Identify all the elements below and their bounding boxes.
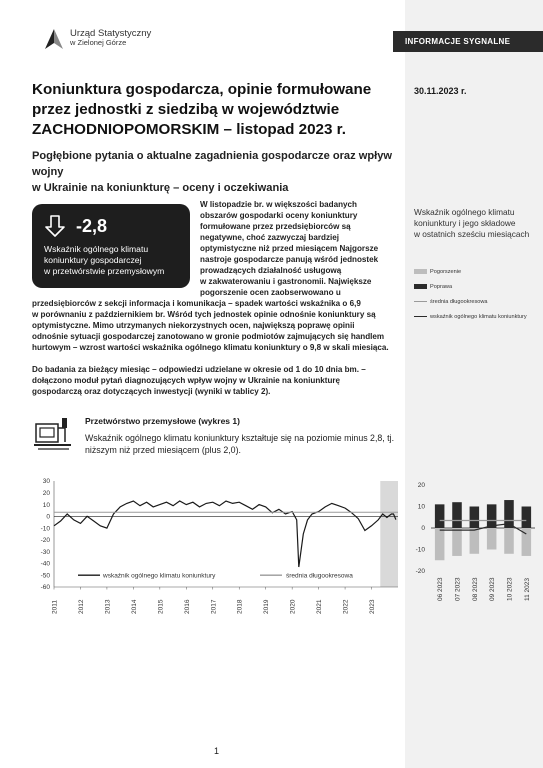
text-line: optymistyczne. Mimo utrzymanych niekorzystnych ocen, największą poprawę opinii <box>32 321 355 330</box>
survey-paragraph <box>32 364 405 397</box>
bar-pogorszenie <box>470 528 480 554</box>
subtitle-line: w Ukrainie na koniunkturę – oceny i oczekiwania <box>32 182 289 194</box>
text-line: pogorszenie ocen zaobserwowano u <box>200 288 341 297</box>
legend-swatch <box>414 269 427 274</box>
x-tick-label: 2013 <box>104 599 112 614</box>
y-tick-label: 0 <box>46 513 50 521</box>
logo-icon <box>42 27 66 51</box>
x-tick-label: 11 2023 <box>523 577 531 601</box>
y-tick-label: -10 <box>40 525 50 533</box>
bar-pogorszenie <box>452 528 462 556</box>
page-title <box>32 80 404 140</box>
page-number: 1 <box>214 746 220 756</box>
x-tick-label: 09 2023 <box>489 577 497 601</box>
y-tick-label: 20 <box>417 482 425 490</box>
text-line: W listopadzie br. w większości badanych <box>200 200 357 209</box>
kpi-description <box>44 244 184 277</box>
bar-pogorszenie <box>435 528 445 560</box>
x-tick-label: 2014 <box>130 599 138 614</box>
y-tick-label: 10 <box>417 503 425 511</box>
highlight-band <box>380 481 398 587</box>
text-line: hurtowym – wzrost wartości wskaźnika ogólnego klimatu koniunktury o 9,8 w skali miesiąca. <box>32 343 389 352</box>
bar-poprawa <box>470 507 480 529</box>
text-line: koniunktury i jego składowe <box>414 218 516 228</box>
y-tick-label: 20 <box>42 489 50 497</box>
x-tick-label: 07 2023 <box>454 577 462 601</box>
legend-item-poprawa <box>414 282 452 292</box>
text-line: negatywne, choć zazwyczaj bardziej <box>200 233 339 242</box>
text-line: gospodarczą oraz dotyczących inwestycji (wyniki w tablicy 2). <box>32 387 271 396</box>
intro-paragraph-full <box>32 298 405 353</box>
kpi-value: -2,8 <box>76 216 108 236</box>
text-line: optymistyczne niż przed miesiącem Najgorsze <box>200 244 379 253</box>
legend-swatch <box>414 284 427 289</box>
bar-poprawa <box>487 504 497 528</box>
intro-paragraph-right <box>200 199 405 298</box>
kpi-desc-line: koniunktury gospodarczej <box>44 255 142 265</box>
section-body <box>85 432 403 456</box>
text-line: Wskaźnik ogólnego klimatu koniunktury kształtuje się na poziomie minus 2,8, tj. <box>85 433 395 443</box>
text-line: w zakwaterowaniu i gastronomii. Największe <box>200 277 372 286</box>
bar-pogorszenie <box>487 528 497 550</box>
x-tick-label: 2023 <box>369 599 377 614</box>
bar-poprawa <box>522 507 532 529</box>
x-tick-label: 2016 <box>183 599 191 614</box>
side-bar-chart <box>405 476 543 616</box>
text-line: prowadzących działalność usługową <box>200 266 342 275</box>
text-line: niższym niż przed miesiącem (plus 2,0). <box>85 445 241 455</box>
bar-pogorszenie <box>504 528 514 554</box>
legend-label: wskaźnik ogólnego klimatu koniunktury <box>103 572 216 580</box>
subtitle-line: Pogłębione pytania o aktualne zagadnienia gospodarcze oraz wpływ wojny <box>32 150 393 178</box>
right-sidebar <box>405 0 543 768</box>
y-tick-label: 10 <box>42 501 50 509</box>
main-line-chart <box>30 476 402 616</box>
text-line: odnośnie sytuacji gospodarczej zanotowano w gronie podmiotów zajmujących się handlem <box>32 332 385 341</box>
logo-text <box>70 29 151 48</box>
y-tick-label: -40 <box>40 560 50 568</box>
text-line: dołączono moduł pytań diagnozujących wpływ wojny w Ukrainie na koniunkturę <box>32 376 341 385</box>
text-line: Do badania za bieżący miesiąc – odpowiedzi udzielane w okresie od 1 do 10 dnia bm. – <box>32 365 366 374</box>
x-tick-label: 06 2023 <box>437 577 445 601</box>
y-tick-label: -10 <box>415 546 425 554</box>
y-tick-label: 0 <box>421 525 425 533</box>
x-tick-label: 10 2023 <box>506 577 514 601</box>
legend-label: Pogorszenie <box>430 269 462 275</box>
x-tick-label: 2018 <box>236 599 244 614</box>
y-tick-label: -50 <box>40 572 50 580</box>
legend-swatch <box>414 301 427 303</box>
y-tick-label: 30 <box>42 478 50 486</box>
x-tick-label: 2022 <box>342 599 350 614</box>
text-line: w porównaniu z październikiem br. Wśród tych jednostek opinie odnośnie koniunktury są <box>32 310 376 319</box>
y-tick-label: -20 <box>40 537 50 545</box>
legend-swatch <box>414 316 427 318</box>
y-tick-label: -60 <box>40 584 50 592</box>
x-tick-label: 2021 <box>316 599 324 614</box>
legend-item-srednia <box>414 297 488 307</box>
release-date: 30.11.2023 r. <box>414 86 467 96</box>
title-line: przez jednostki z siedzibą w województwie <box>32 101 340 118</box>
text-line: w ostatnich sześciu miesiącach <box>414 229 530 239</box>
y-tick-label: -20 <box>415 568 425 576</box>
legend-label: wskaźnik ogólnego klimatu koniunktury <box>430 314 527 320</box>
text-line: nastroje gospodarcze panują wśród jednostek <box>200 255 379 264</box>
legend-item-pogorszenie <box>414 267 461 277</box>
bar-poprawa <box>435 504 445 528</box>
page-subtitle <box>32 148 404 196</box>
bar-poprawa <box>452 502 462 528</box>
x-tick-label: 2020 <box>289 599 297 614</box>
text-line: przedsiębiorców z sekcji informacja i komunikacja – spadek wartości wskaźnika o 6,9 <box>32 299 361 308</box>
side-chart-label <box>414 207 532 240</box>
x-tick-label: 2017 <box>210 599 218 614</box>
title-line: ZACHODNIOPOMORSKIM – listopad 2023 r. <box>32 121 346 138</box>
x-tick-label: 2011 <box>51 600 59 614</box>
x-tick-label: 2015 <box>157 599 165 614</box>
x-tick-label: 2012 <box>77 599 85 614</box>
legend-label: Poprawa <box>430 284 453 290</box>
text-line: formułowane przez przedsiębiorców są <box>200 222 351 231</box>
info-tag: INFORMACJE SYGNALNE <box>393 31 543 52</box>
legend-label: średnia długookresowa <box>430 299 488 305</box>
kpi-desc-line: w przetwórstwie przemysłowym <box>44 266 165 276</box>
arrow-down-icon <box>44 214 66 238</box>
logo-line-1: Urząd Statystyczny <box>70 28 152 39</box>
kpi-desc-line: Wskaźnik ogólnego klimatu <box>44 244 149 254</box>
x-tick-label: 2019 <box>263 599 271 614</box>
legend-label: średnia długookresowa <box>286 572 353 580</box>
series-line-wskaznik <box>54 501 396 567</box>
factory-icon <box>33 415 73 451</box>
title-line: Koniunktura gospodarcza, opinie formułowane <box>32 81 372 98</box>
section-title: Przetwórstwo przemysłowe (wykres 1) <box>85 416 240 426</box>
kpi-box <box>32 204 190 288</box>
legend-item-wskaznik <box>414 312 527 322</box>
logo-line-2: w Zielonej Górze <box>70 38 127 48</box>
text-line: Wskaźnik ogólnego klimatu <box>414 207 515 217</box>
x-tick-label: 08 2023 <box>471 577 479 601</box>
y-tick-label: -30 <box>40 548 50 556</box>
text-line: obszarów gospodarki oceny koniunktury <box>200 211 358 220</box>
